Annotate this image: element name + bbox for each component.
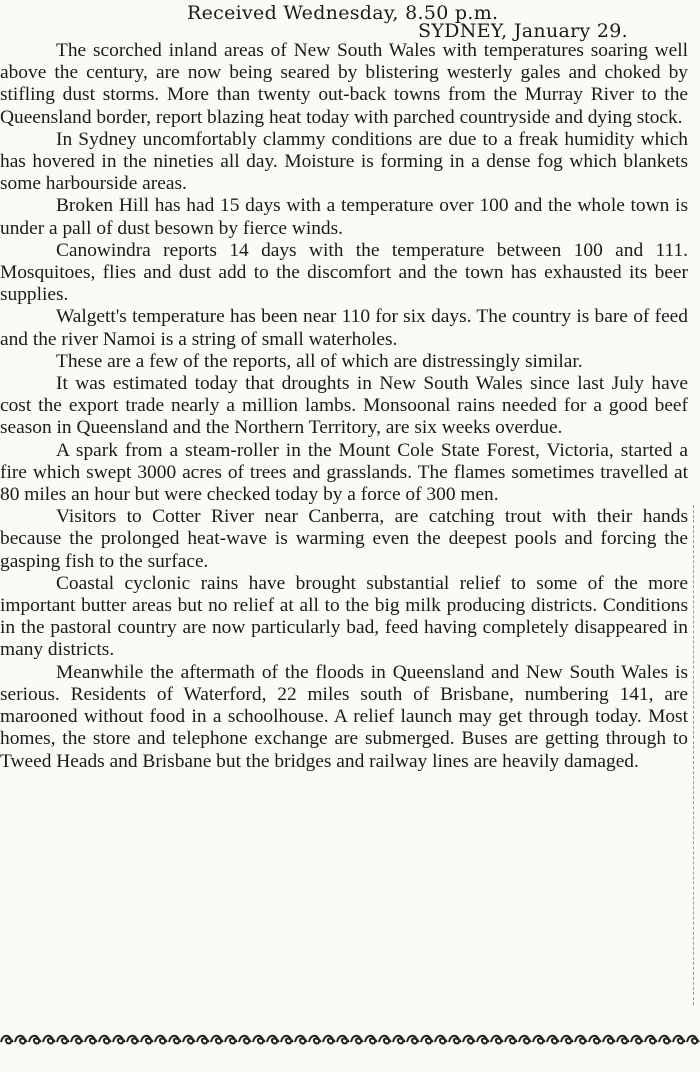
paragraph: Canowindra reports 14 days with the temperature between 100 and 111. Mosquitoes, flies and dust add to the discomfort and the town has exhausted its beer supplies. — [0, 239, 688, 306]
paragraph: Visitors to Cotter River near Canberra, are catching trout with their hands because the prolonged heat-wave is warming even the deepest pools and forcing the gasping fish to the surface. — [0, 506, 688, 572]
paragraph: A spark from a steam-roller in the Mount Cole State Forest, Victoria, started a fire which swept 3000 acres of trees and grasslands. The flames sometimes travelled at 80 miles an hour but were checked today by a force of 300 men. — [0, 439, 688, 506]
paragraph: In Sydney uncomfortably clammy conditions are due to a freak humidity which has hovered in the nineties all day. Moisture is forming in a dense fog which blankets some harbourside areas. — [0, 128, 688, 195]
paragraph: These are a few of the reports, all of which are distressingly similar. — [56, 350, 583, 372]
received-time: Received Wednesday, 8.50 p.m. — [187, 2, 499, 24]
paragraph: Meanwhile the aftermath of the floods in Queensland and New South Wales is serious. Residents of Waterford, 22 miles south of Brisbane, numbering 141, are marooned without food in a schoolhouse. A relief launch may get through today. Most homes, the store and telephone exchange are submerged. Buses are getting through to Tweed Heads and Brisbane but the bridges and railway lines are heavily damaged. — [0, 661, 688, 772]
article-body — [0, 40, 688, 773]
paragraph: Walgett's temperature has been near 110 for six days. The country is bare of feed and the river Namoi is a string of small waterholes. — [0, 306, 688, 350]
paragraph: The scorched inland areas of New South Wales with temperatures soaring well above the century, are now being seared by blistering westerly gales and choked by stifling dust storms. More than twenty out-back towns from the Murray River to the Queensland border, report blazing heat today with parched countryside and dying stock. — [0, 40, 688, 128]
dateline: SYDNEY, January 29. — [418, 20, 628, 42]
paragraph: Coastal cyclonic rains have brought substantial relief to some of the more important butter areas but no relief at all to the big milk producing districts. Conditions in the pastoral country are now particularly bad, feed having completely disappeared in many districts. — [0, 572, 688, 661]
paragraph: Broken Hill has had 15 days with a temperature over 100 and the whole town is under a pall of dust besown by fierce winds. — [0, 195, 688, 239]
paragraph: It was estimated today that droughts in New South Wales since last July have cost the export trade nearly a million lambs. Monsoonal rains needed for a good beef season in Queensland and the Northern Territory, are six weeks overdue. — [0, 373, 688, 439]
ornamental-border-rule — [0, 1030, 700, 1048]
column-edge-rule — [692, 505, 694, 1005]
